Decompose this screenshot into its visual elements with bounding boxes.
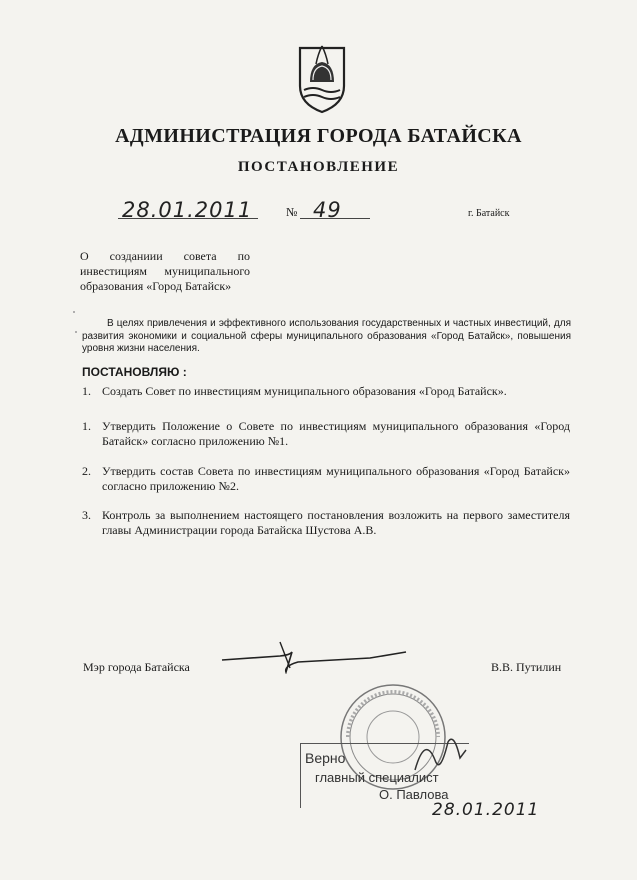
organization-title: АДМИНИСТРАЦИЯ ГОРОДА БАТАЙСКА [115,125,522,147]
number-label: № [286,205,298,219]
item-text: Контроль за выполнением настоящего постановления возложить на первого заместителя главы Администрации города Батайска Шустова А.В. [102,508,570,537]
preamble-paragraph: В целях привлечения и эффективного использования государственных и частных инвестиций, для развития экономики и социальной сферы муниципального образования «Город Батайск», повышения уровня жизни населения. [82,318,571,354]
item-text: Создать Совет по инвестициям муниципального образования «Город Батайск». [102,384,507,398]
coat-of-arms-icon [296,42,348,114]
resolution-item [82,508,570,538]
item-number: 1. [82,419,91,433]
signatory-name: В.В. Путилин [491,660,562,674]
item-text: Утвердить Положение о Совете по инвестициям муниципального образования «Город Батайск» согласно приложению №1. [102,419,570,448]
resolution-item [82,384,570,399]
subject-line: образования «Город Батайск» [80,279,232,293]
item-number: 3. [82,508,91,522]
resolve-heading: ПОСТАНОВЛЯЮ : [82,365,187,379]
document-date: 28.01.2011 [122,198,253,222]
handwritten-signature [220,638,410,674]
item-number: 2. [82,464,91,478]
document-number: 49 [313,198,342,222]
document-subject [80,249,250,294]
document-type: ПОСТАНОВЛЕНИЕ [237,159,400,175]
certification-signature [410,730,470,780]
item-text: Утвердить состав Совета по инвестициям муниципального образования «Город Батайск» согласно приложению №2. [102,464,570,493]
item-number: 1. [82,384,91,398]
subject-line: инвестициям муниципального [80,264,250,278]
signatory-title: Мэр города Батайска [83,660,190,674]
certification-date: 28.01.2011 [432,800,540,820]
city-label: г. Батайск [468,208,510,219]
certification-role: главный специалист [315,770,439,785]
resolution-item [82,419,570,449]
paper-speck [75,331,77,333]
certification-verno: Верно [305,750,346,766]
certification-name: О. Павлова [379,787,449,802]
resolution-item [82,464,570,494]
paper-speck [73,311,75,313]
subject-line: О созданиии совета по [80,249,250,263]
